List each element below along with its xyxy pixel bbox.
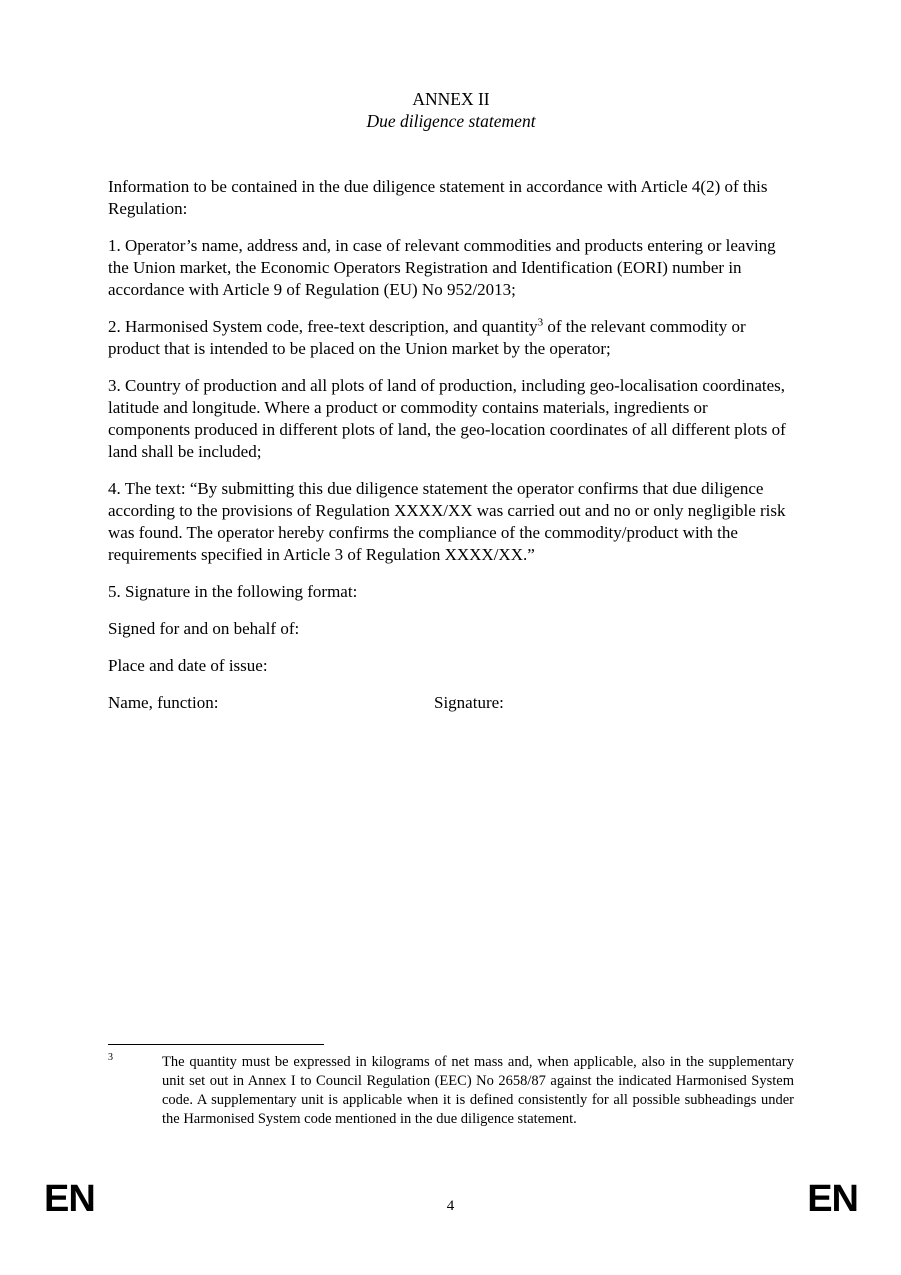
- footer-language-left: EN: [44, 1178, 95, 1220]
- paragraph-4: 4. The text: “By submitting this due diligence statement the operator confirms that due diligence according to the provisions of Regulation XXXX/XX was carried out and no or only negligible risk was found. The operator hereby confirms the compliance of the commodity/product with the requirements specified in Article 3 of Regulation XXXX/XX.”: [108, 479, 786, 564]
- footnote-separator-rule: [108, 1044, 324, 1045]
- intro-paragraph: Information to be contained in the due diligence statement in accordance with Article 4(2) of this Regulation:: [108, 177, 768, 218]
- place-date-line: Place and date of issue:: [108, 656, 268, 675]
- footnote-marker-number: 3: [108, 1052, 113, 1064]
- document-body: [108, 88, 794, 729]
- footnote-reference-3: 3: [537, 316, 544, 329]
- footnote-marker: [108, 1053, 162, 1129]
- footnote-3: [108, 1053, 794, 1129]
- paragraph-2-text-continued: of the relevant commodity or product that is intended to be placed on the Union market by the operator;: [108, 317, 746, 358]
- paragraph-1: 1. Operator’s name, address and, in case of relevant commodities and products entering or leaving the Union market, the Economic Operators Registration and Identification (EORI) number in accordance with Article 9 of Regulation (EU) No 952/2013;: [108, 236, 776, 299]
- signature-row: [108, 692, 794, 714]
- annex-title: ANNEX II: [412, 89, 490, 109]
- paragraph-2: [108, 316, 794, 360]
- paragraph-3: 3. Country of production and all plots of land of production, including geo-localisation coordinates, latitude and longitude. Where a product or commodity contains materials, ingredients or components produced in different plots of land, the geo-location coordinates of all different plots of land shall be included;: [108, 376, 786, 461]
- footnote-section: [108, 1044, 794, 1129]
- signature-label: Signature:: [434, 693, 504, 712]
- footnote-text: The quantity must be expressed in kilograms of net mass and, when applicable, also in the supplementary unit set out in Annex I to Council Regulation (EEC) No 2658/87 against the indicated Harmonised System code. A supplementary unit is applicable when it is defined consistently for all possible subheadings under the Harmonised System code mentioned in the due diligence statement.: [162, 1054, 794, 1127]
- title-block: [108, 88, 794, 132]
- signed-for-line: Signed for and on behalf of:: [108, 619, 300, 638]
- page-number: 4: [446, 1198, 455, 1214]
- name-function-label: Name, function:: [108, 693, 219, 712]
- footer-language-right: EN: [807, 1178, 858, 1220]
- paragraph-2-text: 2. Harmonised System code, free-text description, and quantity: [108, 317, 538, 336]
- annex-subtitle: Due diligence statement: [366, 111, 536, 131]
- paragraph-5: 5. Signature in the following format:: [108, 582, 358, 601]
